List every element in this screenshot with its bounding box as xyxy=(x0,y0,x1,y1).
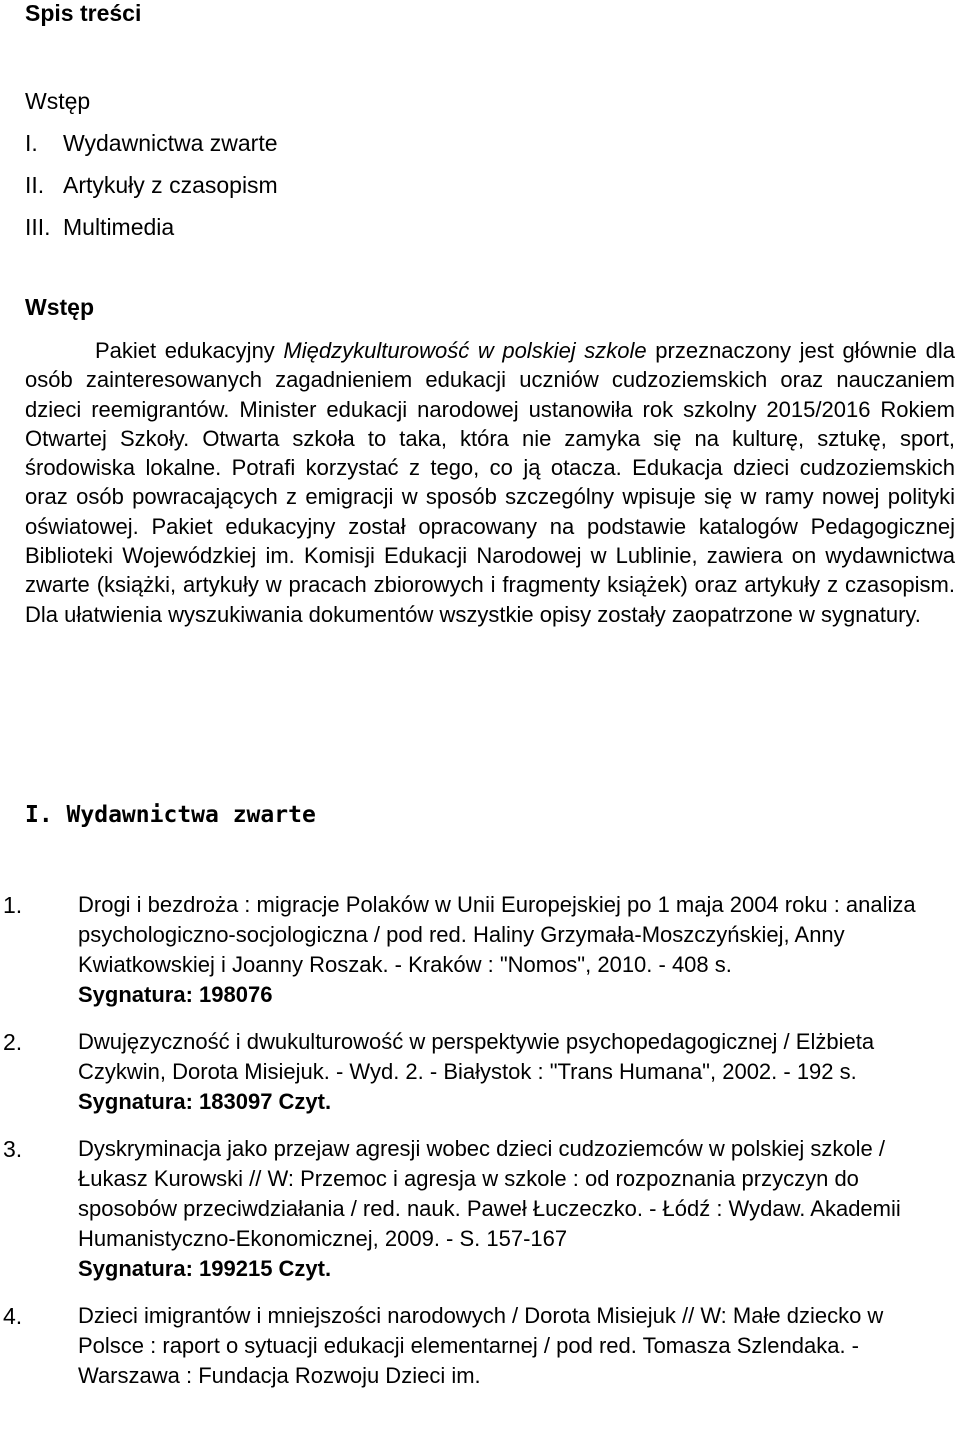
list-item xyxy=(0,890,960,1010)
section-heading-books: I. Wydawnictwa zwarte xyxy=(25,802,316,828)
intro-lead: Pakiet edukacyjny xyxy=(95,338,284,363)
entry-text: Dzieci imigrantów i mniejszości narodowych / Dorota Misiejuk // W: Małe dziecko w Polsce : raport o sytuacji edukacji elementarnej / pod red. Tomasza Szlendaka. - Warszawa : Fundacja Rozwoju Dzieci im. xyxy=(78,1303,884,1388)
list-item xyxy=(0,1134,960,1284)
entry-text: Dyskryminacja jako przejaw agresji wobec dzieci cudzoziemców w polskiej szkole / Łukasz Kurowski // W: Przemoc i agresja w szkole : od rozpoznania przyczyn do sposobów przeciwdziałania / red. nauk. Paweł Łuczeczko. - Łódź : Wydaw. Akademii Humanistyczno-Ekonomicznej, 2009. - S. 157-167 xyxy=(78,1136,901,1251)
list-item xyxy=(0,1301,960,1391)
toc-item-books[interactable] xyxy=(25,122,278,164)
entry-number: 4. xyxy=(3,1303,23,1329)
entry-signature: Sygnatura: 198076 xyxy=(78,982,273,1007)
toc-item-number: III. xyxy=(25,214,51,240)
toc-item-multimedia[interactable] xyxy=(25,206,278,248)
toc-item-articles[interactable] xyxy=(25,164,278,206)
intro-heading: Wstęp xyxy=(25,294,94,320)
entry-text: Dwujęzyczność i dwukulturowość w perspektywie psychopedagogicznej / Elżbieta Czykwin, Dorota Misiejuk. - Wyd. 2. - Białystok : "Trans Humana", 2002. - 192 s. xyxy=(78,1029,875,1084)
intro-italic-title: Międzykulturowość w polskiej szkole xyxy=(283,338,647,363)
toc-item-label: Artykuły z czasopism xyxy=(63,172,278,198)
intro-paragraph xyxy=(25,336,955,629)
entry-number: 3. xyxy=(3,1136,23,1162)
intro-body: przeznaczony jest głównie dla osób zainteresowanych zagadnieniem edukacji uczniów cudzoziemskich oraz nauczaniem dzieci reemigrantów. Minister edukacji narodowej ustanowiła rok szkolny 2015/2016 Rokiem Otwartej Szkoły. Otwarta szkoła to taka, która nie zamyka się na kulturę, sztukę, sport, środowiska lokalne. Potrafi korzystać z tego, co ją otacza. Edukacja dzieci cudzoziemskich oraz osób powracających z emigracji w sposób szczególny wpisuje się w ramy nowej polityki oświatowej. Pakiet edukacyjny został opracowany na podstawie katalogów Pedagogicznej Biblioteki Wojewódzkiej im. Komisji Edukacji Narodowej w Lublinie, zawiera on wydawnictwa zwarte (książki, artykuły w pracach zbiorowych i fragmenty książek) oraz artykuły z czasopism. Dla ułatwienia wyszukiwania dokumentów wszystkie opisy zostały zaopatrzone w sygnatury. xyxy=(25,338,956,627)
toc-item-label: Wstęp xyxy=(25,88,91,114)
list-item xyxy=(0,1027,960,1117)
toc-item-label: Wydawnictwa zwarte xyxy=(63,130,278,156)
toc-item-number: II. xyxy=(25,172,45,198)
toc-item-number: I. xyxy=(25,130,38,156)
entry-number: 1. xyxy=(3,892,23,918)
entry-signature: Sygnatura: 183097 Czyt. xyxy=(78,1089,332,1114)
entry-text: Drogi i bezdroża : migracje Polaków w Unii Europejskiej po 1 maja 2004 roku : analiza psychologiczno-socjologiczna / pod red. Haliny Grzymała-Moszczyńskiej, Anny Kwiatkowskiej i Joanny Roszak. - Kraków : "Nomos", 2010. - 408 s. xyxy=(78,892,916,977)
table-of-contents xyxy=(25,80,278,248)
entry-number: 2. xyxy=(3,1029,23,1055)
page-title: Spis treści xyxy=(25,0,142,26)
toc-item-label: Multimedia xyxy=(63,214,175,240)
toc-item-intro[interactable] xyxy=(25,80,278,122)
bibliography-list xyxy=(0,890,960,1408)
entry-signature: Sygnatura: 199215 Czyt. xyxy=(78,1256,332,1281)
